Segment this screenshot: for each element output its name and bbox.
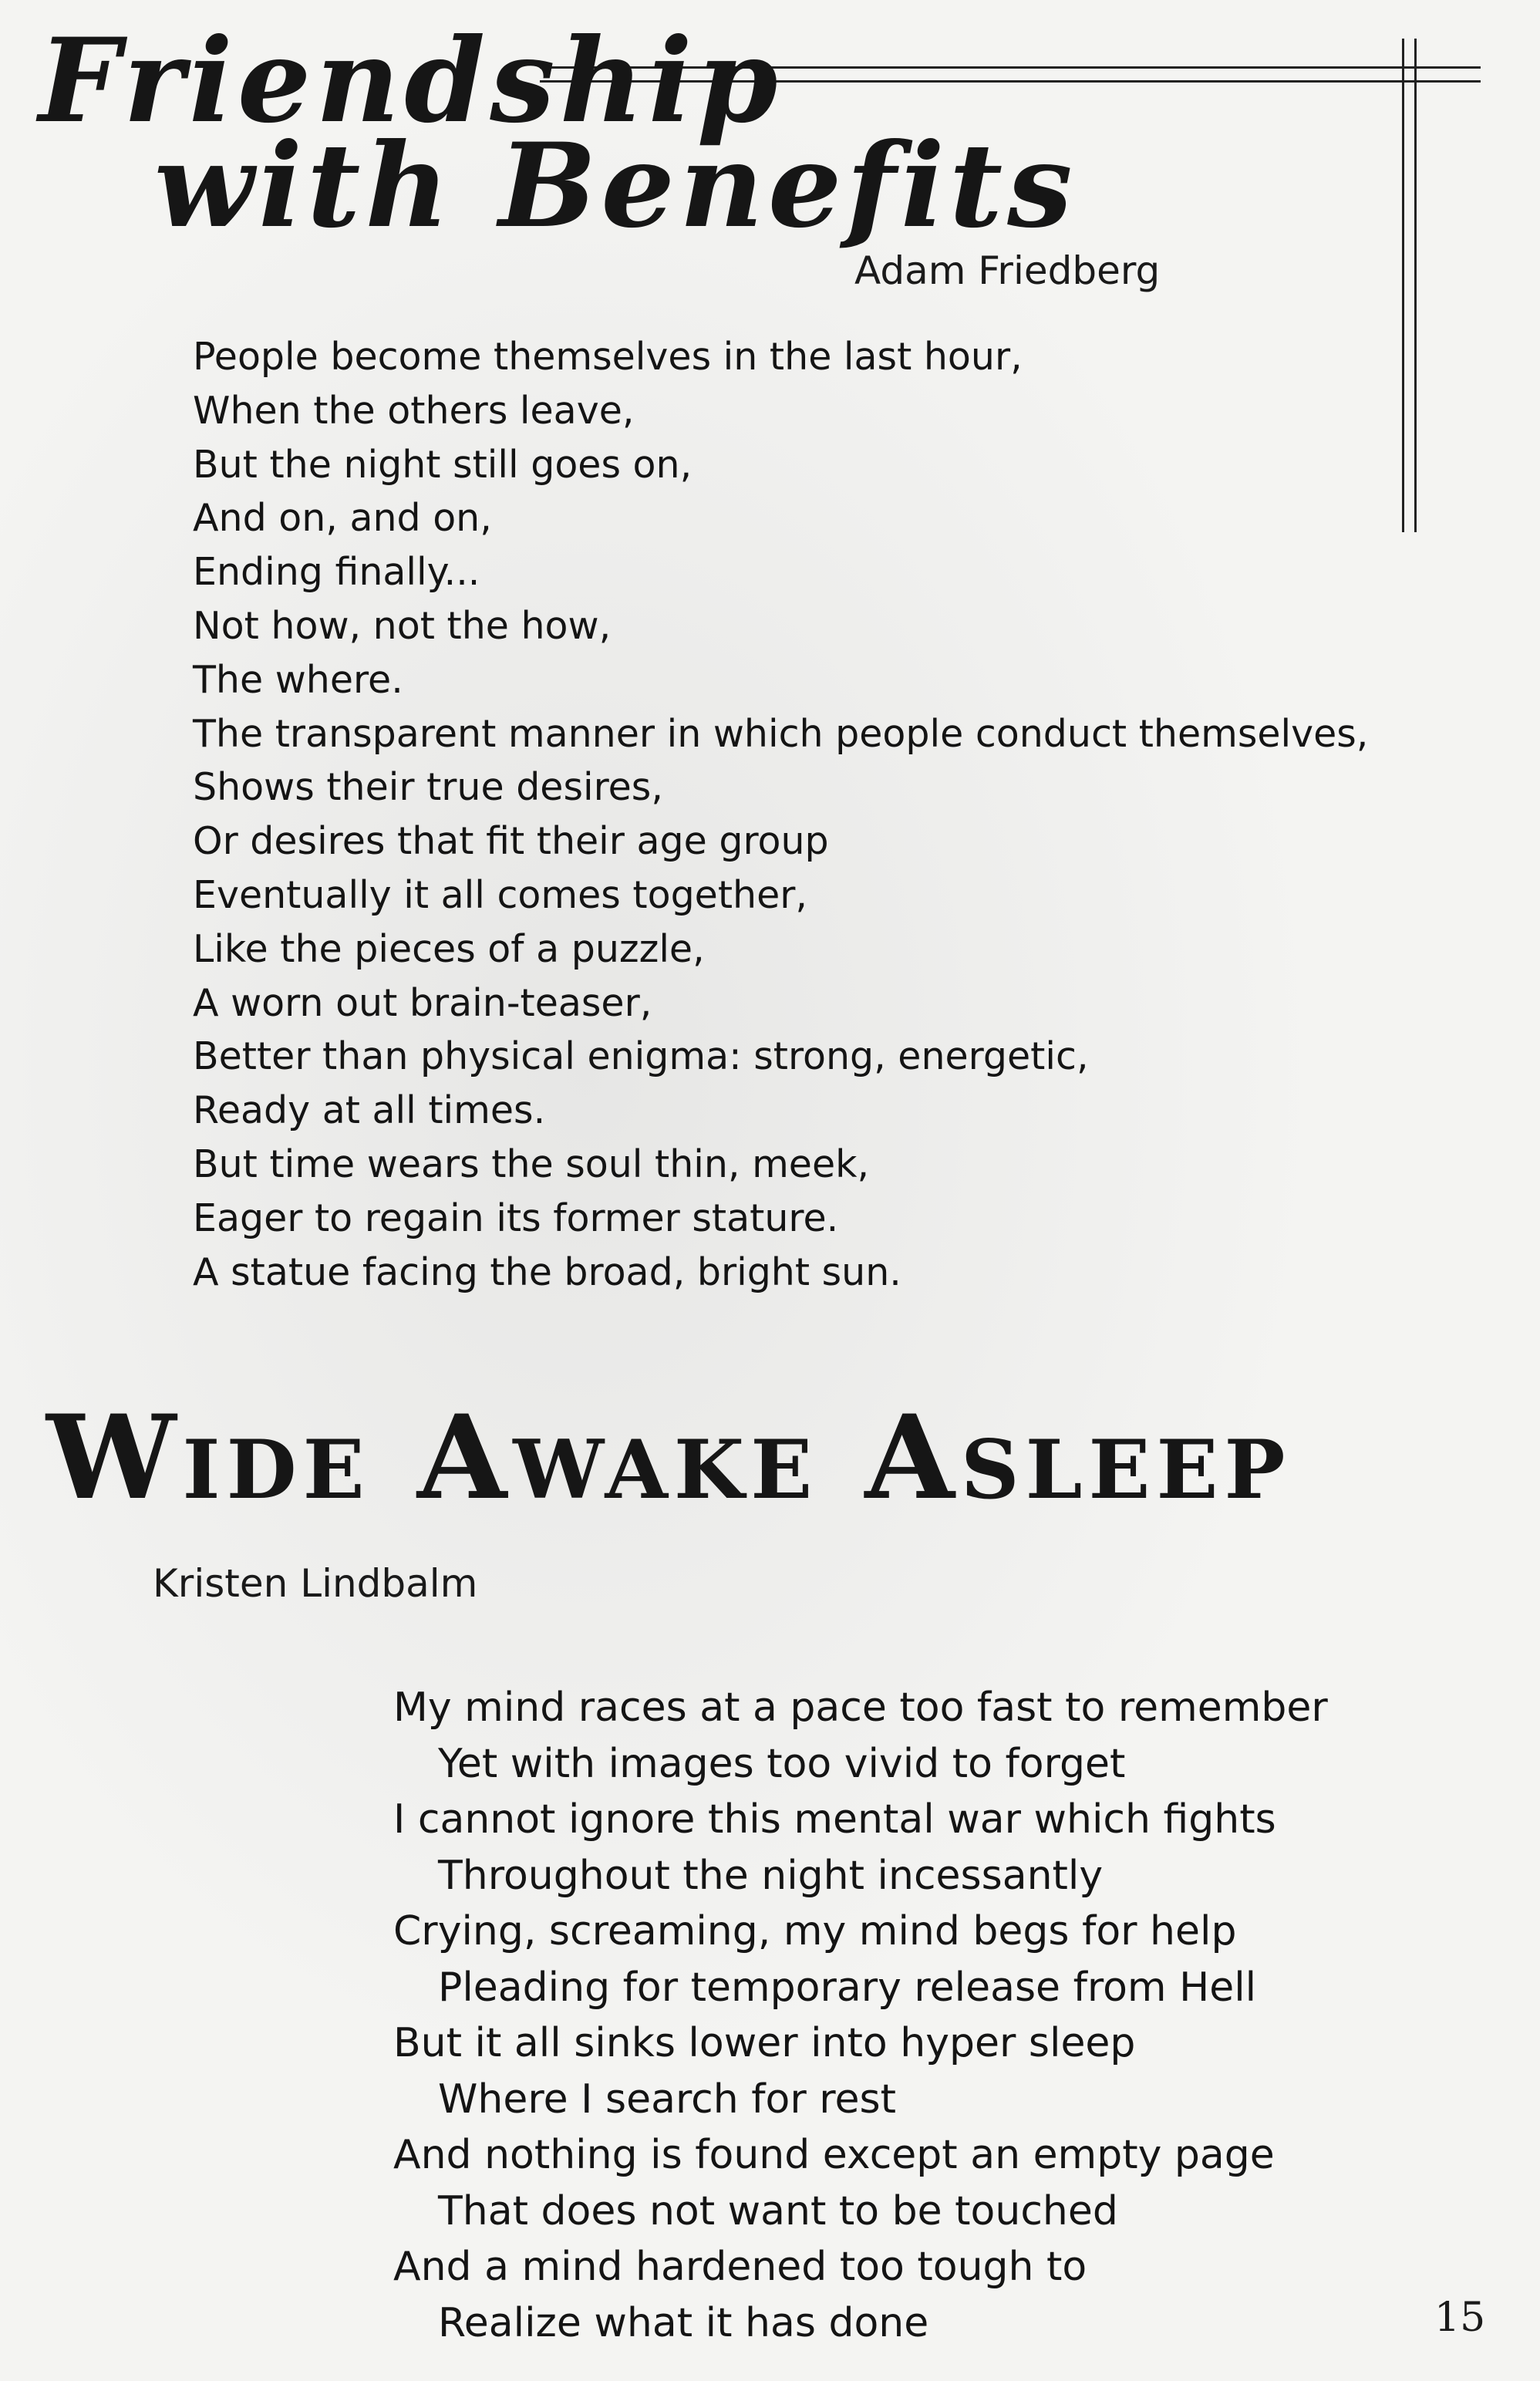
poem-line: My mind races at a pace too fast to remember [393, 1685, 1328, 1731]
poem1-title-line2: with Benefits [154, 118, 1077, 254]
poem-line: But time wears the soul thin, meek, [193, 1142, 870, 1186]
poem1-author: Adam Friedberg [854, 248, 1161, 293]
poem-line: But the night still goes on, [193, 442, 692, 487]
poem-line: Eventually it all comes together, [193, 872, 807, 917]
poem-line: Throughout the night incessantly [438, 1852, 1104, 1899]
poem-line: Not how, not the how, [193, 603, 612, 648]
poem2-body [393, 1680, 1328, 2351]
poem-line: Better than physical enigma: strong, energetic, [193, 1034, 1089, 1079]
poem-line: When the others leave, [193, 388, 635, 433]
poem-line: People become themselves in the last hour, [193, 335, 1023, 379]
poem2-author: Kristen Lindbalm [153, 1561, 478, 1606]
poem-line: But it all sinks lower into hyper sleep [393, 2020, 1136, 2066]
poem-line: The transparent manner in which people conduct themselves, [193, 711, 1369, 756]
poem-line: And a mind hardened too tough to [393, 2244, 1087, 2290]
poem-line: I cannot ignore this mental war which fights [393, 1796, 1276, 1843]
poem-line: Ending finally... [193, 550, 480, 595]
poem-line: A statue facing the broad, bright sun. [193, 1250, 901, 1294]
poem-line: Where I search for rest [438, 2076, 896, 2123]
poem1-body [193, 330, 1368, 1299]
poem-line: A worn out brain-teaser, [193, 980, 652, 1025]
poem-line: Crying, screaming, my mind begs for help [393, 1908, 1237, 1954]
poem-line: And on, and on, [193, 496, 492, 541]
poem-line: Yet with images too vivid to forget [438, 1740, 1126, 1787]
poem-line: Or desires that fit their age group [193, 819, 829, 864]
poem-line: The where. [193, 657, 403, 702]
frame-rule-right-inner [1414, 39, 1417, 532]
poem1-title-line1: Friendship [39, 13, 783, 149]
poem2-title: Wide Awake Asleep [46, 1390, 1292, 1526]
poem-line: And nothing is found except an empty page [393, 2132, 1275, 2178]
poem-line: Shows their true desires, [193, 765, 663, 810]
poem-line: Like the pieces of a puzzle, [193, 926, 705, 971]
poem-line: Ready at all times. [193, 1088, 546, 1133]
page-number: 15 [1434, 2295, 1486, 2341]
poem-line: Eager to regain its former stature. [193, 1196, 839, 1240]
poem-line: Realize what it has done [438, 2299, 929, 2346]
frame-rule-right-outer [1402, 39, 1404, 532]
poem-line: Pleading for temporary release from Hell [438, 1964, 1257, 2011]
poem1-title [39, 13, 1077, 254]
poem-line: That does not want to be touched [438, 2187, 1118, 2234]
